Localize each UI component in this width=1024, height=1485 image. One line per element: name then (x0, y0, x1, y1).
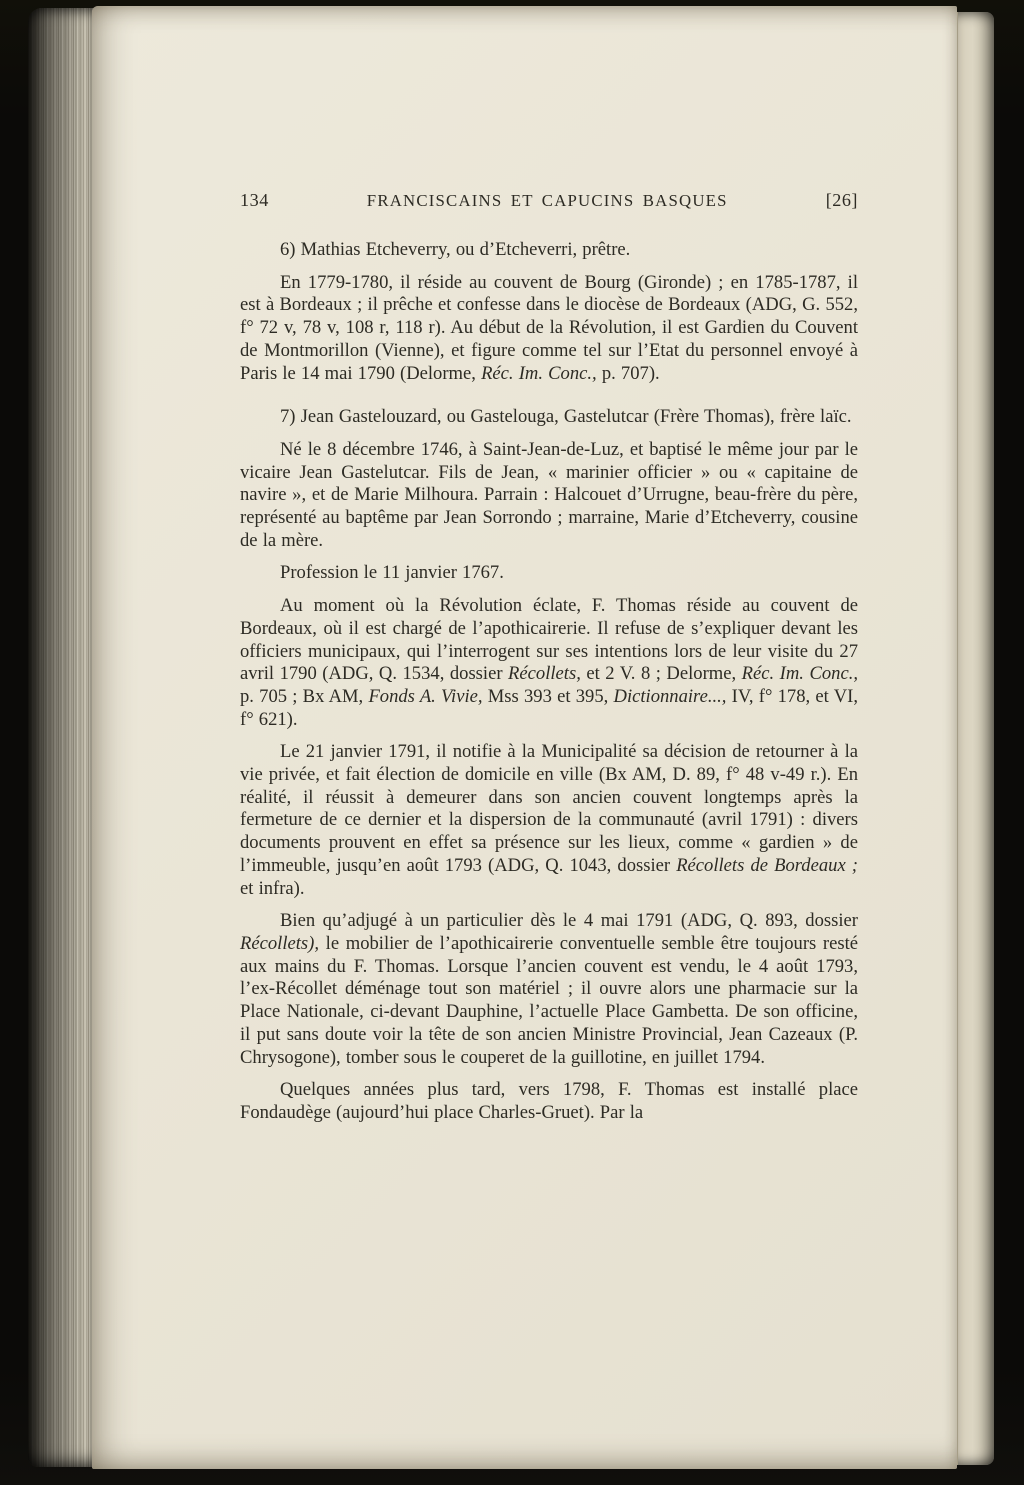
paragraph (240, 406, 858, 429)
running-header (240, 190, 858, 211)
text-run-italic: Fonds A. Vivie, (368, 685, 483, 707)
underlying-page-edge (957, 12, 994, 1465)
text-run: IV, f° 178, et VI, f° 621). (240, 685, 858, 730)
paragraph (240, 239, 858, 262)
text-run-italic: Réc. Im. Conc., (741, 663, 858, 685)
paragraph (240, 595, 858, 731)
page-content (240, 190, 858, 1135)
paragraph (240, 272, 858, 386)
book-page-edges (28, 8, 94, 1467)
text-run: le mobilier de l’apothicairerie conventuelle semble être toujours resté aux mains du F. Thomas. Lorsque l’ancien couvent est vendu, le 4 août 1793, l’ex-Récollet déménage tout son matériel ; il ouvre alors une pharmacie sur la Place Nationale, ci-devant Dauphine, l’actuelle Place Gambetta. De son officine, il put sans doute voir la tête de son ancien Ministre Provincial, Jean Cazeaux (P. Chrysogone), tomber sous le couperet de la guillotine, en juillet 1794. (240, 932, 858, 1068)
paragraph (240, 910, 858, 1069)
text-run: et infra). (240, 877, 305, 899)
text-run: Né le 8 décembre 1746, à Saint-Jean-de-Luz, et baptisé le même jour par le vicaire Jean Gastelutcar. Fils de Jean, « marinier officier » ou « capitaine de navire », et de Marie Milhoura. Parrain : Halcouet d’Urrugne, beau-frère du père, représenté au baptême par Jean Sorrondo ; marraine, Marie d’Etcheverry, cousine de la mère. (240, 438, 858, 551)
text-run: Bien qu’adjugé à un particulier dès le 4 mai 1791 (ADG, Q. 893, dossier (280, 910, 858, 932)
text-run-italic: Réc. Im. Conc., (481, 362, 597, 384)
text-run: En 1779-1780, il réside au couvent de Bourg (Gironde) ; en 1785-1787, il est à Bordeaux ; il prêche et confesse dans le diocèse de Bordeaux (ADG, G. 552, f° 72 v, 78 v, 108 r, 118 r). Au début de la Révolution, il est Gardien du Couvent de Montmorillon (Vienne), et figure comme tel sur l’Etat du personnel envoyé à Paris le 14 mai 1790 (Delorme, (240, 271, 858, 384)
text-run: Mss 393 et 395, (482, 685, 614, 707)
text-run: 6) Mathias Etcheverry, ou d’Etcheverri, prêtre. (280, 239, 631, 260)
running-title: FRANCISCAINS ET CAPUCINS BASQUES (366, 191, 728, 210)
book (28, 6, 994, 1469)
text-run: Le 21 janvier 1791, il notifie à la Municipalité sa décision de retourner à la vie privée, et fait élection de domicile en ville (Bx AM, D. 89, f° 48 v-49 r.). En réalité, il réussit à demeurer dans son ancien couvent longtemps après la fermeture de ce dernier et la dispersion de la communauté (avril 1791) : divers documents prouvent en effet sa présence sur les lieux, comme « gardien » de l’immeuble, jusqu’en août 1793 (ADG, Q. 1043, dossier (240, 741, 858, 876)
text-run: 7) Jean Gastelouzard, ou Gastelouga, Gastelutcar (Frère Thomas), frère laïc. (280, 406, 852, 428)
page-body (240, 239, 858, 1125)
paragraph (240, 741, 858, 900)
text-run: Quelques années plus tard, vers 1798, F. Thomas est installé place Fondaudège (aujourd’hui place Charles-Gruet). Par la (240, 1079, 858, 1123)
text-run: p. 705 ; Bx AM, (240, 685, 369, 707)
folio-number: [26] (825, 190, 858, 210)
text-run: Profession le 11 janvier 1767. (280, 562, 504, 584)
text-run: Au moment où la Révolution éclate, F. Thomas réside au couvent de Bordeaux, où il est chargé de l’apothicairerie. Il refuse de s’expliquer devant les officiers municipaux, qui l’interrogent sur ses intentions lors de leur visite du 27 avril 1790 (ADG, Q. 1534, dossier (240, 595, 858, 685)
text-run: et 2 V. 8 ; Delorme, (580, 663, 742, 685)
book-page (92, 6, 957, 1469)
text-run: p. 707). (596, 362, 660, 384)
text-run-italic: Récollets, (508, 663, 581, 685)
paragraph (240, 439, 858, 553)
paragraph (240, 1079, 858, 1124)
page-number: 134 (240, 190, 269, 210)
text-run-italic: Récollets), (240, 932, 319, 954)
paragraph (240, 562, 858, 585)
text-run-italic: Récollets de Bordeaux ; (676, 854, 858, 876)
text-run-italic: Dictionnaire..., (613, 685, 727, 707)
